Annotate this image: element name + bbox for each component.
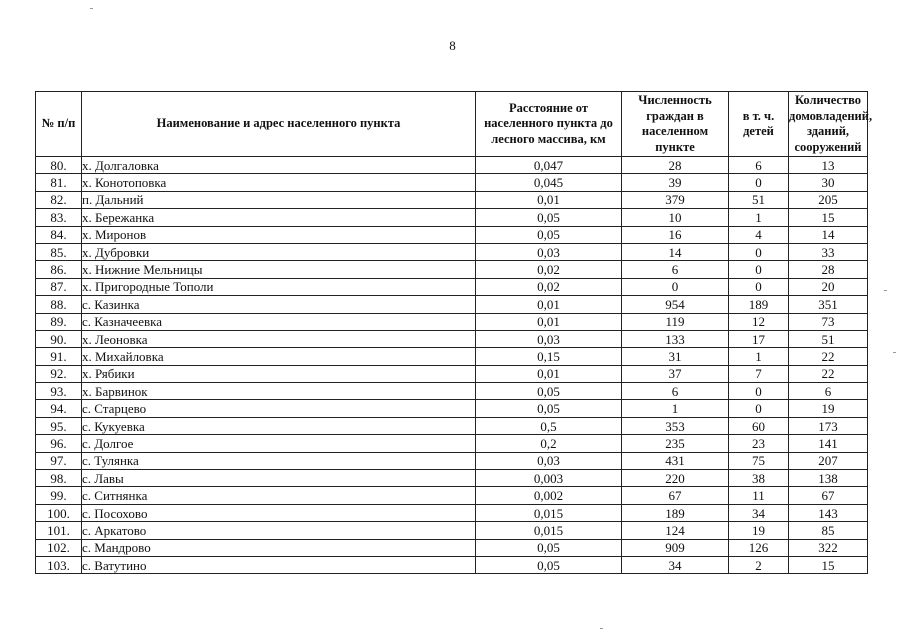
table-row [36, 191, 868, 208]
cell-households: 85 [789, 522, 868, 539]
cell-population: 10 [622, 209, 729, 226]
cell-distance: 0,01 [476, 191, 622, 208]
cell-name: х. Бережанка [82, 209, 476, 226]
cell-population: 353 [622, 417, 729, 434]
cell-children: 0 [729, 174, 789, 191]
cell-children: 38 [729, 470, 789, 487]
table-row [36, 313, 868, 330]
cell-distance: 0,03 [476, 243, 622, 260]
cell-distance: 0,02 [476, 278, 622, 295]
header-population: Численность граждан в населенном пункте [622, 92, 729, 157]
cell-households: 67 [789, 487, 868, 504]
table-row [36, 435, 868, 452]
cell-name: х. Конотоповка [82, 174, 476, 191]
table-row [36, 504, 868, 521]
cell-name: п. Дальний [82, 191, 476, 208]
cell-population: 954 [622, 296, 729, 313]
cell-distance: 0,002 [476, 487, 622, 504]
cell-children: 0 [729, 243, 789, 260]
cell-households: 13 [789, 157, 868, 174]
cell-num: 82. [36, 191, 82, 208]
cell-population: 119 [622, 313, 729, 330]
table-row [36, 400, 868, 417]
cell-name: с. Старцево [82, 400, 476, 417]
cell-num: 83. [36, 209, 82, 226]
scan-speck [600, 628, 603, 629]
cell-children: 0 [729, 400, 789, 417]
cell-distance: 0,01 [476, 313, 622, 330]
cell-children: 34 [729, 504, 789, 521]
cell-num: 89. [36, 313, 82, 330]
cell-distance: 0,05 [476, 400, 622, 417]
cell-households: 6 [789, 383, 868, 400]
cell-num: 84. [36, 226, 82, 243]
cell-households: 141 [789, 435, 868, 452]
cell-name: с. Кукуевка [82, 417, 476, 434]
cell-households: 205 [789, 191, 868, 208]
cell-population: 379 [622, 191, 729, 208]
cell-households: 73 [789, 313, 868, 330]
table-row [36, 470, 868, 487]
cell-households: 351 [789, 296, 868, 313]
cell-households: 173 [789, 417, 868, 434]
table-row [36, 365, 868, 382]
table-row [36, 522, 868, 539]
cell-population: 6 [622, 261, 729, 278]
cell-households: 14 [789, 226, 868, 243]
cell-distance: 0,015 [476, 504, 622, 521]
header-num: № п/п [36, 92, 82, 157]
cell-population: 37 [622, 365, 729, 382]
cell-distance: 0,045 [476, 174, 622, 191]
cell-distance: 0,05 [476, 383, 622, 400]
cell-num: 87. [36, 278, 82, 295]
cell-distance: 0,01 [476, 296, 622, 313]
table-row [36, 348, 868, 365]
cell-households: 51 [789, 330, 868, 347]
header-name: Наименование и адрес населенного пункта [82, 92, 476, 157]
cell-population: 0 [622, 278, 729, 295]
cell-name: с. Посохово [82, 504, 476, 521]
cell-name: с. Лавы [82, 470, 476, 487]
cell-population: 6 [622, 383, 729, 400]
cell-children: 1 [729, 348, 789, 365]
cell-children: 0 [729, 383, 789, 400]
table-row [36, 330, 868, 347]
cell-population: 189 [622, 504, 729, 521]
cell-num: 86. [36, 261, 82, 278]
cell-distance: 0,05 [476, 226, 622, 243]
cell-population: 124 [622, 522, 729, 539]
cell-children: 19 [729, 522, 789, 539]
cell-distance: 0,05 [476, 539, 622, 556]
cell-children: 12 [729, 313, 789, 330]
cell-name: х. Леоновка [82, 330, 476, 347]
table-row [36, 261, 868, 278]
cell-name: с. Казинка [82, 296, 476, 313]
cell-households: 30 [789, 174, 868, 191]
cell-num: 101. [36, 522, 82, 539]
cell-distance: 0,003 [476, 470, 622, 487]
cell-children: 75 [729, 452, 789, 469]
cell-name: х. Долгаловка [82, 157, 476, 174]
cell-population: 34 [622, 556, 729, 573]
table-row [36, 539, 868, 556]
cell-population: 39 [622, 174, 729, 191]
cell-population: 1 [622, 400, 729, 417]
cell-children: 2 [729, 556, 789, 573]
cell-children: 23 [729, 435, 789, 452]
table-row [36, 278, 868, 295]
header-children: в т. ч. детей [729, 92, 789, 157]
cell-num: 85. [36, 243, 82, 260]
cell-children: 1 [729, 209, 789, 226]
table-row [36, 209, 868, 226]
cell-children: 126 [729, 539, 789, 556]
cell-children: 0 [729, 261, 789, 278]
cell-name: с. Казначеевка [82, 313, 476, 330]
cell-num: 99. [36, 487, 82, 504]
cell-name: х. Михайловка [82, 348, 476, 365]
cell-distance: 0,05 [476, 209, 622, 226]
cell-population: 220 [622, 470, 729, 487]
cell-households: 20 [789, 278, 868, 295]
cell-population: 14 [622, 243, 729, 260]
cell-distance: 0,015 [476, 522, 622, 539]
cell-num: 98. [36, 470, 82, 487]
cell-name: х. Рябики [82, 365, 476, 382]
cell-num: 96. [36, 435, 82, 452]
cell-distance: 0,5 [476, 417, 622, 434]
cell-population: 16 [622, 226, 729, 243]
cell-num: 102. [36, 539, 82, 556]
table-row [36, 226, 868, 243]
cell-children: 60 [729, 417, 789, 434]
table-header-row [36, 92, 868, 157]
cell-children: 6 [729, 157, 789, 174]
cell-children: 0 [729, 278, 789, 295]
cell-children: 51 [729, 191, 789, 208]
table-row [36, 383, 868, 400]
cell-distance: 0,03 [476, 452, 622, 469]
cell-population: 133 [622, 330, 729, 347]
cell-households: 19 [789, 400, 868, 417]
cell-households: 28 [789, 261, 868, 278]
cell-name: с. Ситнянка [82, 487, 476, 504]
cell-name: х. Миронов [82, 226, 476, 243]
cell-children: 11 [729, 487, 789, 504]
cell-num: 88. [36, 296, 82, 313]
cell-num: 95. [36, 417, 82, 434]
table-row [36, 174, 868, 191]
cell-population: 235 [622, 435, 729, 452]
table-row [36, 487, 868, 504]
cell-households: 15 [789, 209, 868, 226]
cell-num: 103. [36, 556, 82, 573]
table-row [36, 157, 868, 174]
cell-children: 189 [729, 296, 789, 313]
cell-num: 91. [36, 348, 82, 365]
cell-name: с. Аркатово [82, 522, 476, 539]
cell-distance: 0,047 [476, 157, 622, 174]
cell-households: 322 [789, 539, 868, 556]
page-number: 8 [449, 38, 456, 53]
cell-num: 90. [36, 330, 82, 347]
cell-children: 4 [729, 226, 789, 243]
header-households: Количество домовладений, зданий, сооружений [789, 92, 868, 157]
cell-name: с. Долгое [82, 435, 476, 452]
cell-population: 31 [622, 348, 729, 365]
cell-population: 431 [622, 452, 729, 469]
cell-population: 28 [622, 157, 729, 174]
cell-num: 94. [36, 400, 82, 417]
cell-distance: 0,05 [476, 556, 622, 573]
cell-name: х. Дубровки [82, 243, 476, 260]
cell-num: 92. [36, 365, 82, 382]
cell-population: 67 [622, 487, 729, 504]
scan-speck [884, 290, 887, 291]
table-row [36, 296, 868, 313]
cell-name: х. Нижние Мельницы [82, 261, 476, 278]
cell-households: 22 [789, 365, 868, 382]
table-row [36, 452, 868, 469]
header-distance: Расстояние от населенного пункта до лесного массива, км [476, 92, 622, 157]
cell-num: 97. [36, 452, 82, 469]
cell-population: 909 [622, 539, 729, 556]
cell-children: 17 [729, 330, 789, 347]
cell-num: 81. [36, 174, 82, 191]
cell-distance: 0,02 [476, 261, 622, 278]
cell-distance: 0,01 [476, 365, 622, 382]
cell-households: 33 [789, 243, 868, 260]
scan-speck [90, 8, 93, 9]
table-row [36, 243, 868, 260]
cell-households: 207 [789, 452, 868, 469]
cell-children: 7 [729, 365, 789, 382]
cell-name: с. Тулянка [82, 452, 476, 469]
cell-name: х. Пригородные Тополи [82, 278, 476, 295]
cell-name: с. Мандрово [82, 539, 476, 556]
cell-name: с. Ватутино [82, 556, 476, 573]
table-row [36, 417, 868, 434]
cell-num: 80. [36, 157, 82, 174]
cell-num: 100. [36, 504, 82, 521]
cell-distance: 0,03 [476, 330, 622, 347]
cell-distance: 0,15 [476, 348, 622, 365]
cell-households: 143 [789, 504, 868, 521]
cell-households: 138 [789, 470, 868, 487]
scan-speck [893, 352, 896, 353]
cell-households: 22 [789, 348, 868, 365]
cell-name: х. Барвинок [82, 383, 476, 400]
cell-num: 93. [36, 383, 82, 400]
settlements-table [35, 91, 873, 574]
table-row [36, 556, 868, 573]
cell-households: 15 [789, 556, 868, 573]
cell-distance: 0,2 [476, 435, 622, 452]
